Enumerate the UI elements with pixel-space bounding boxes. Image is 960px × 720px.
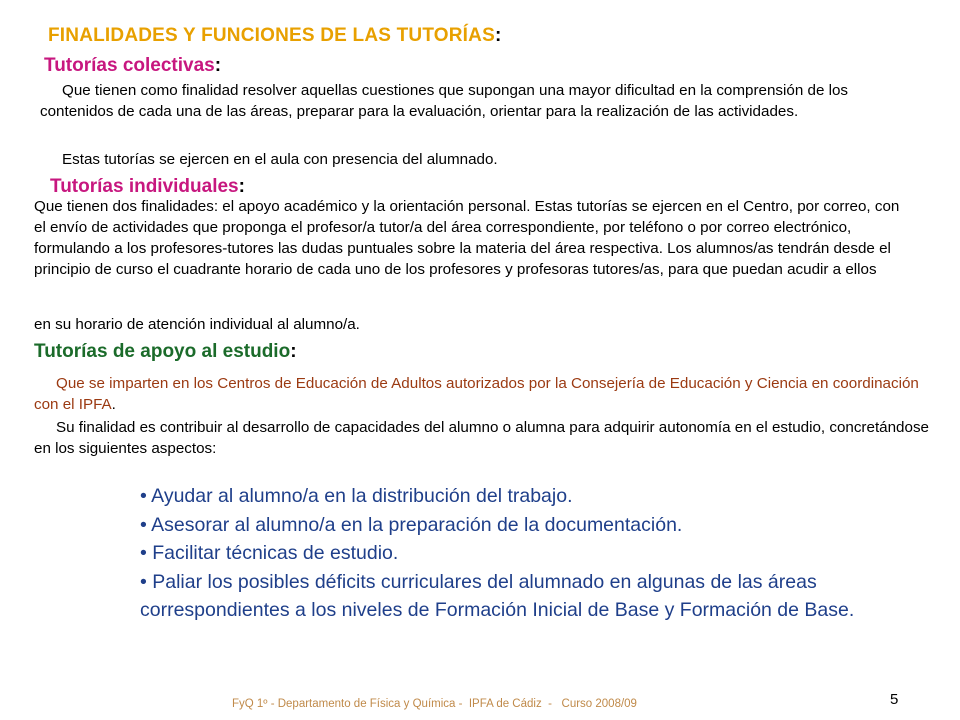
list-item: • Asesorar al alumno/a en la preparación de la documentación. xyxy=(140,513,683,536)
list-item-text: Ayudar al alumno/a en la distribución del trabajo. xyxy=(151,485,573,507)
heading-apoyo-text: Tutorías de apoyo al estudio xyxy=(34,341,291,362)
apoyo-paragraph-2: Su finalidad es contribuir al desarrollo de capacidades del alumno o alumna para adquirir autonomía en el estudio, concretándose en los siguientes aspectos: xyxy=(34,419,929,457)
footer-text: FyQ 1º - Departamento de Física y Química - IPFA de Cádiz - Curso 2008/09 xyxy=(232,698,637,710)
colectivas-paragraph-2: Estas tutorías se ejercen en el aula con presencia del alumnado. xyxy=(62,151,498,168)
colectivas-paragraph-1: Que tienen como finalidad resolver aquellas cuestiones que supongan una mayor dificultad en la comprensión de los contenidos de cada una de las áreas, preparar para la evaluación, orientar para la realización de las actividades. xyxy=(40,82,849,120)
page-title-text: FINALIDADES Y FUNCIONES DE LAS TUTORÍAS xyxy=(48,25,495,46)
list-item-text: Paliar los posibles déficits curriculares del alumnado en algunas de las áreas correspondientes a los niveles de Formación Inicial de Base y Formación de Base. xyxy=(140,570,855,621)
heading-individuales-colon: : xyxy=(238,176,245,197)
page-title-colon: : xyxy=(494,25,502,46)
list-item-text: Facilitar técnicas de estudio. xyxy=(152,542,399,564)
page-title xyxy=(48,25,501,47)
page-number: 5 xyxy=(890,691,899,708)
aspects-list xyxy=(140,482,920,625)
heading-apoyo xyxy=(34,341,297,363)
apoyo-paragraph-1-text: Que se imparten en los Centros de Educación de Adultos autorizados por la Consejería de Educación y Ciencia en coordinación con el IPFA xyxy=(34,375,919,413)
apoyo-paragraph-1-period: . xyxy=(111,396,116,413)
heading-apoyo-colon: : xyxy=(290,341,297,362)
list-item: • Paliar los posibles déficits curriculares del alumnado en algunas de las áreas correspondientes a los niveles de Formación Inicial de Base y Formación de Base. xyxy=(140,570,855,621)
heading-individuales xyxy=(50,176,245,198)
heading-individuales-text: Tutorías individuales xyxy=(50,176,239,197)
list-item-text: Asesorar al alumno/a en la preparación de la documentación. xyxy=(151,513,683,536)
apoyo-paragraph-1 xyxy=(34,373,924,415)
individuales-paragraph-1: Que tienen dos finalidades: el apoyo académico y la orientación personal. Estas tutorías se ejercen en el Centro, por correo, con el envío de actividades que proponga el profesor/a tutor/a del área correspondiente, por teléfono o por correo electrónico, formulando a los profesores-tutores las dudas puntuales sobre la materia del área respectiva. Los alumnos/as tendrán desde el principio de curso el cuadrante horario de cada uno de los profesores y profesoras tutores/as, para que puedan acudir a ellos xyxy=(34,198,900,278)
list-item: • Ayudar al alumno/a en la distribución del trabajo. xyxy=(140,485,573,507)
heading-colectivas-colon: : xyxy=(214,55,222,76)
heading-colectivas xyxy=(44,55,221,77)
individuales-paragraph-2: en su horario de atención individual al alumno/a. xyxy=(34,316,360,333)
list-item: • Facilitar técnicas de estudio. xyxy=(140,542,399,564)
heading-colectivas-text: Tutorías colectivas xyxy=(44,55,215,76)
